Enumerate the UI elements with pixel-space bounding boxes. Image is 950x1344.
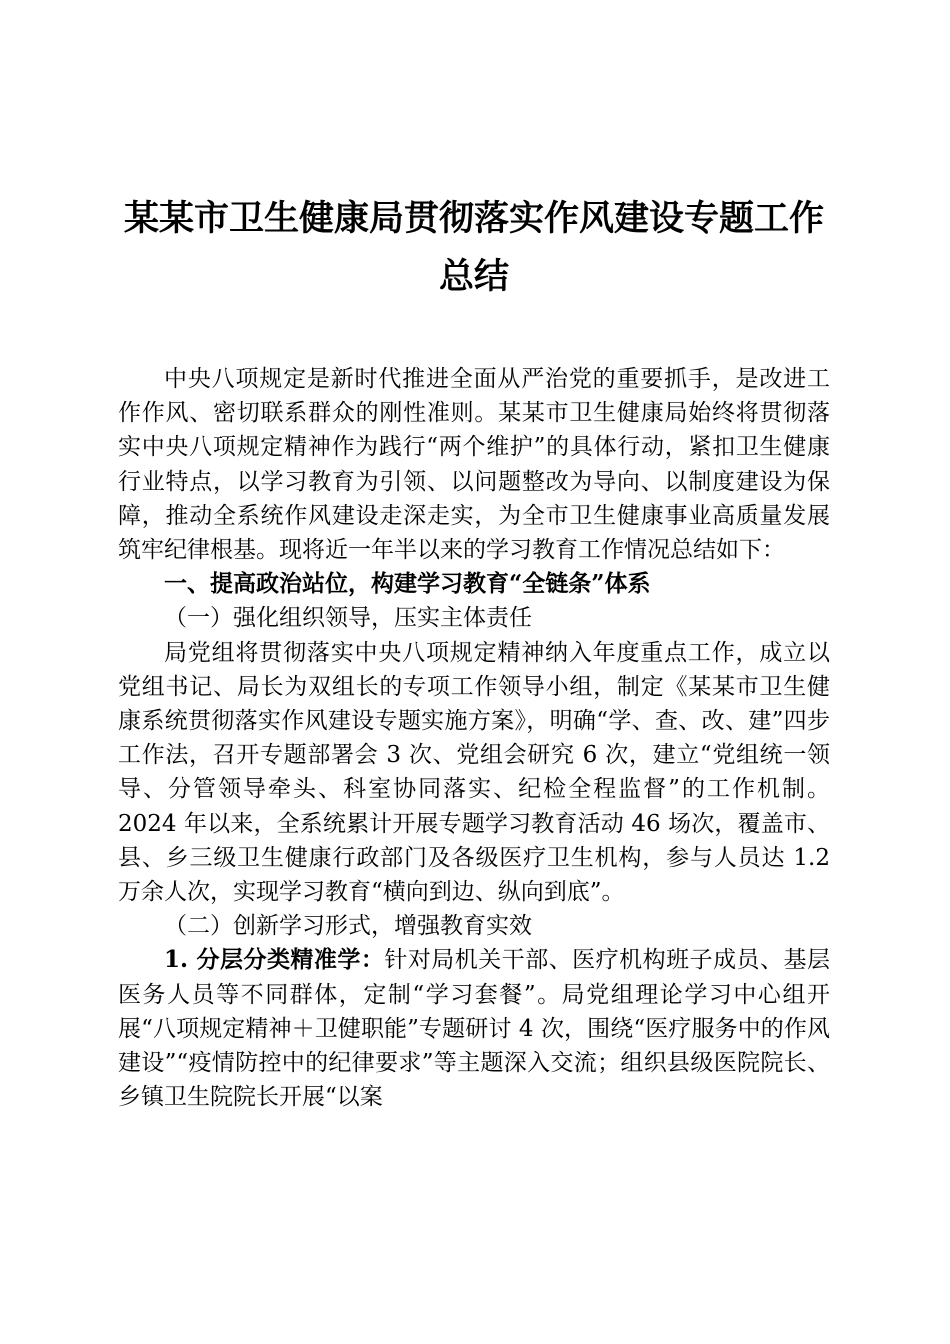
item-1-body: 针对局机关干部、医疗机构班子成员、基层医务人员等不同群体，定制“学习套餐”。局党组理论学习中心组开展“八项规定精神＋卫健职能”专题研讨 4 次，围绕“医疗服务中的作风建设”“疫情防控中的纪律要求”等主题深入交流；组织县级医院院长、乡镇卫生院院长开展“以案 (118, 947, 830, 1111)
section-1-heading: 一、提高政治站位，构建学习教育“全链条”体系 (164, 570, 651, 598)
document-title (118, 190, 830, 306)
document-title-line-1: 某某市卫生健康局贯彻落实作风建设专题工作 (123, 198, 824, 239)
subsection-1-paragraph: 局党组将贯彻落实中央八项规定精神纳入年度重点工作，成立以党组书记、局长为双组长的专项工作领导小组，制定《某某市卫生健康系统贯彻落实作风建设专题实施方案》，明确“学、查、改、建”四步工作法，召开专题部署会 3 次、党组会研究 6 次，建立“党组统一领导、分管领导牵头、科室协同落实、纪检全程监督”的工作机制。2024 年以来，全系统累计开展专题学习教育活动 46 场次，覆盖市、县、乡三级卫生健康行政部门及各级医疗卫生机构，参与人员达 1.2 万余人次，实现学习教育“横向到边、纵向到底”。 (118, 639, 830, 906)
subsection-2-heading: （二）创新学习形式，增强教育实效 (164, 913, 532, 940)
item-1-lead: 1. 分层分类精准学： (164, 946, 385, 974)
subsection-1-heading: （一）强化组织领导，压实主体责任 (164, 605, 532, 632)
intro-paragraph: 中央八项规定是新时代推进全面从严治党的重要抓手，是改进工作作风、密切联系群众的刚性准则。某某市卫生健康局始终将贯彻落实中央八项规定精神作为践行“两个维护”的具体行动，紧扣卫生健康行业特点，以学习教育为引领、以问题整改为导向、以制度建设为保障，推动全系统作风建设走深走实，为全市卫生健康事业高质量发展筑牢纪律根基。现将近一年半以来的学习教育工作情况总结如下： (118, 366, 830, 564)
item-1-paragraph (118, 943, 830, 1114)
document-body (118, 362, 830, 1114)
document-title-line-2: 总结 (438, 256, 509, 297)
